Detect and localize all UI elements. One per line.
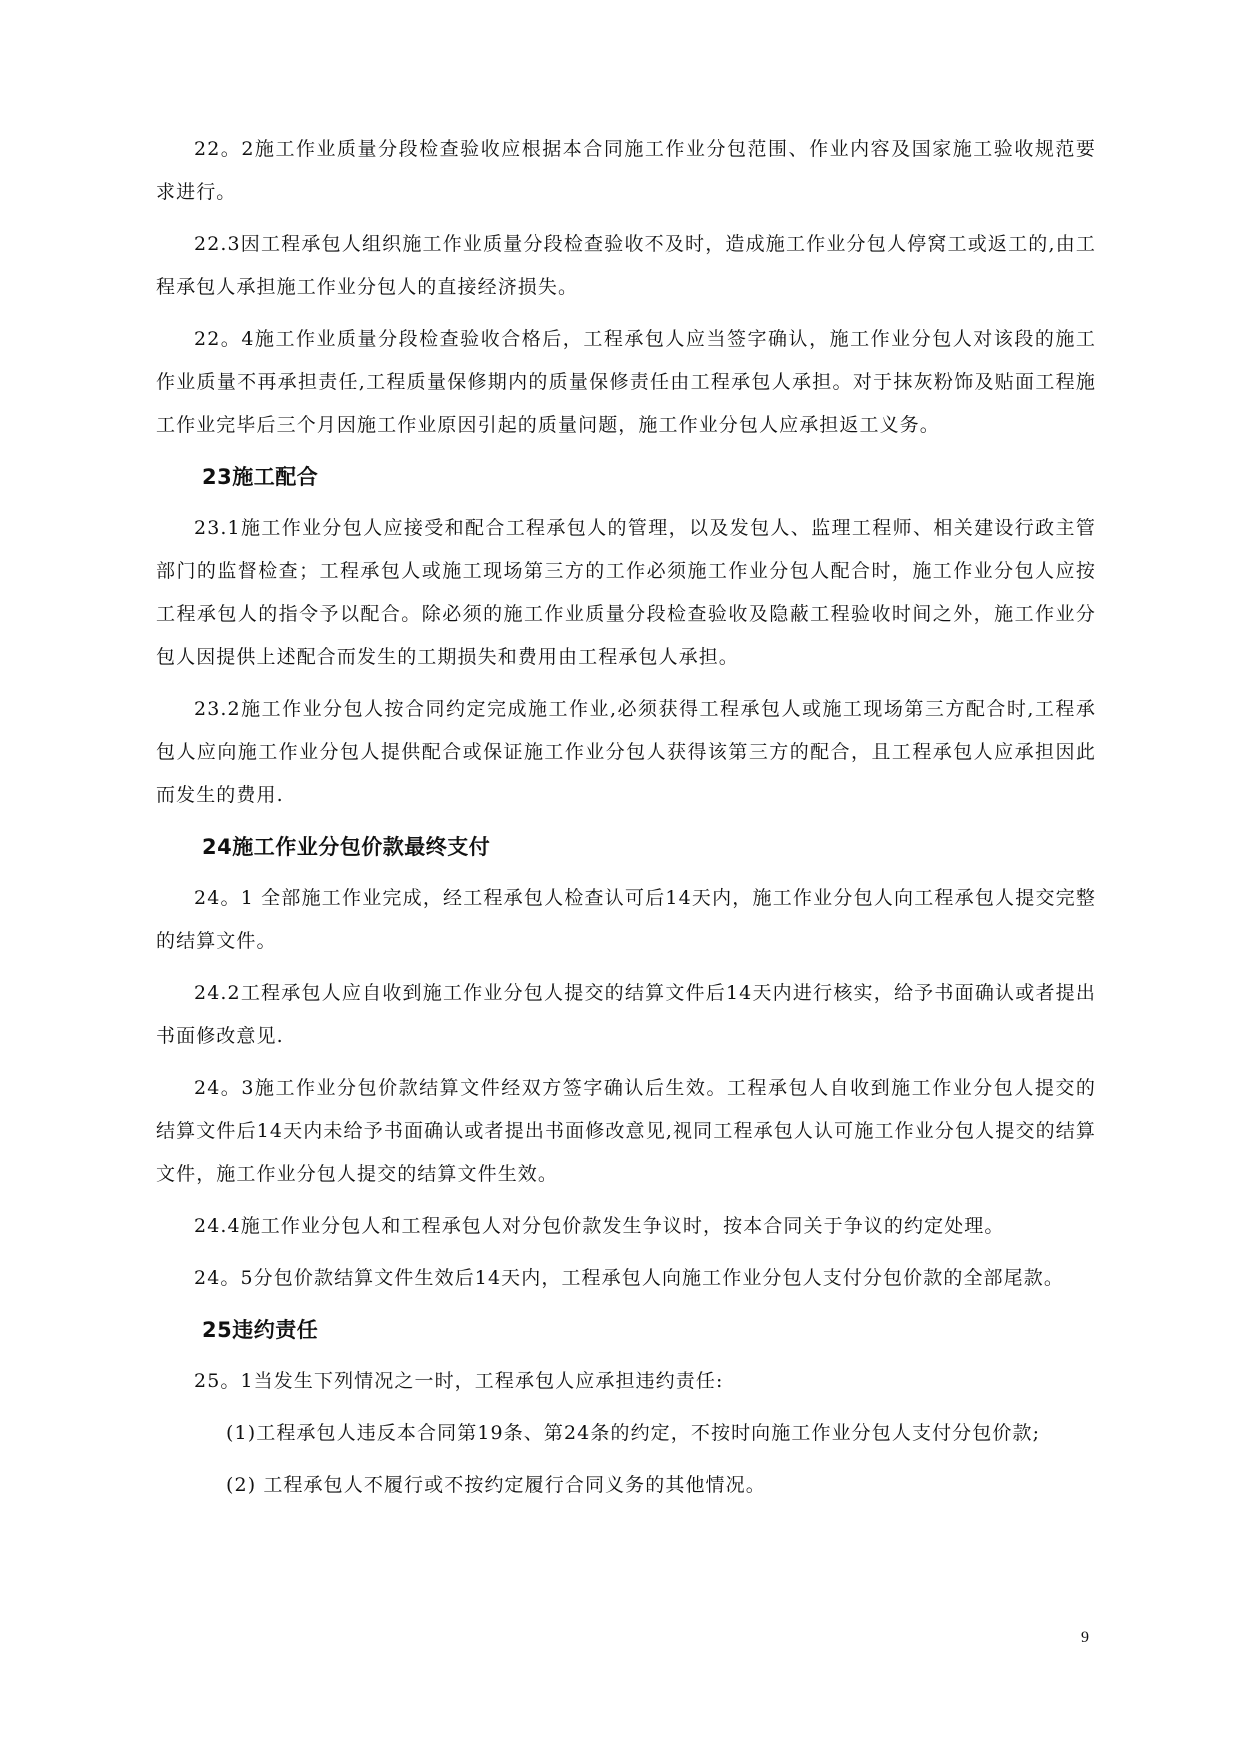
- document-body: [156, 128, 1096, 1516]
- clause-24-2: 24.2工程承包人应自收到施工作业分包人提交的结算文件后14天内进行核实，给予书面确认或者提出书面修改意见.: [156, 982, 1096, 1047]
- clause-25-1-item-2: (2) 工程承包人不履行或不按约定履行合同义务的其他情况。: [226, 1474, 766, 1496]
- clause-22-3: 22.3因工程承包人组织施工作业质量分段检查验收不及时，造成施工作业分包人停窝工或返工的,由工程承包人承担施工作业分包人的直接经济损失。: [156, 233, 1096, 298]
- clause-24-3: 24。3施工作业分包价款结算文件经双方签字确认后生效。工程承包人自收到施工作业分包人提交的结算文件后14天内未给予书面确认或者提出书面修改意见,视同工程承包人认可施工作业分包人提交的结算文件，施工作业分包人提交的结算文件生效。: [156, 1077, 1096, 1185]
- clause-23-1: 23.1施工作业分包人应接受和配合工程承包人的管理，以及发包人、监理工程师、相关建设行政主管部门的监督检查；工程承包人或施工现场第三方的工作必须施工作业分包人配合时，施工作业分包人应按工程承包人的指令予以配合。除必须的施工作业质量分段检查验收及隐蔽工程验收时间之外，施工作业分包人因提供上述配合而发生的工期损失和费用由工程承包人承担。: [156, 517, 1096, 668]
- clause-22-2: 22。2施工作业质量分段检查验收应根据本合同施工作业分包范围、作业内容及国家施工验收规范要求进行。: [156, 138, 1096, 203]
- clause-24-4: 24.4施工作业分包人和工程承包人对分包价款发生争议时，按本合同关于争议的约定处理。: [194, 1215, 1005, 1237]
- section-24-heading: 24施工作业分包价款最终支付: [202, 835, 491, 859]
- clause-25-1: 25。1当发生下列情况之一时，工程承包人应承担违约责任:: [194, 1370, 724, 1392]
- section-23-heading: 23施工配合: [202, 465, 319, 489]
- page-number: 9: [1081, 1629, 1089, 1646]
- clause-24-1: 24。1 全部施工作业完成，经工程承包人检查认可后14天内，施工作业分包人向工程承包人提交完整的结算文件。: [156, 887, 1096, 952]
- clause-23-2: 23.2施工作业分包人按合同约定完成施工作业,必须获得工程承包人或施工现场第三方配合时,工程承包人应向施工作业分包人提供配合或保证施工作业分包人获得该第三方的配合，且工程承包人应承担因此而发生的费用.: [156, 698, 1096, 806]
- clause-22-4: 22。4施工作业质量分段检查验收合格后，工程承包人应当签字确认，施工作业分包人对该段的施工作业质量不再承担责任,工程质量保修期内的质量保修责任由工程承包人承担。对于抹灰粉饰及贴面工程施工作业完毕后三个月因施工作业原因引起的质量问题，施工作业分包人应承担返工义务。: [156, 328, 1096, 436]
- clause-25-1-item-1: (1)工程承包人违反本合同第19条、第24条的约定，不按时向施工作业分包人支付分包价款;: [226, 1422, 1041, 1444]
- clause-24-5: 24。5分包价款结算文件生效后14天内，工程承包人向施工作业分包人支付分包价款的全部尾款。: [194, 1267, 1064, 1289]
- section-25-heading: 25违约责任: [202, 1318, 319, 1342]
